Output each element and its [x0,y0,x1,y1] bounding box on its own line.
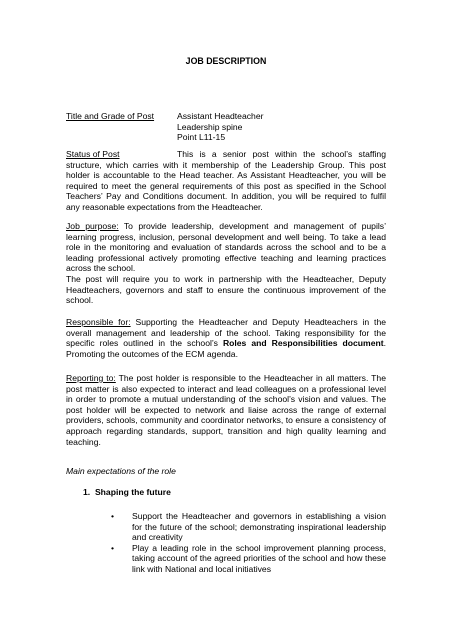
post-values [177,111,263,143]
reporting-text: The post holder is responsible to the Headteacher in all matters. The post matter is also expected to interact and lead colleagues on a professional level in order to promote a mutual understanding of the school’s vision and values. The post holder will be expected to network and liaise across the range of external providers, schools, community and coordinator networks, to ensure a consistency of approach regarding standards, support, transition and high quality learning and teaching. [66,373,386,447]
reporting-paragraph [66,373,386,447]
responsible-bold: Roles and Responsibilities document [222,338,384,349]
bullet-icon: • [111,511,115,521]
purpose-section [66,221,386,306]
responsible-paragraph [66,317,386,359]
purpose-paragraph [66,221,386,274]
section1-number: 1. [83,487,91,497]
list-item [111,511,386,543]
responsible-label: Responsible for: [66,317,131,327]
purpose-text-2: The post will require you to work in partnership with the Headteacher, Deputy Headteachers, governors and staff to ensure the continuous improvement of the school. [66,273,386,306]
responsible-text-b: . Promoting the outcomes of the ECM agenda. [66,338,386,359]
status-label: Status of Post [66,149,120,159]
section1-heading [83,487,171,498]
section1-title: Shaping the future [94,487,171,497]
reporting-section [66,373,386,447]
purpose-label: Job purpose: [66,221,119,231]
post-title: Assistant Headteacher [177,111,264,121]
post-title-grade [66,111,386,145]
status-text: This is a senior post within the school’s staffing structure, which carries with it membership of the Leadership Group. This post holder is accountable to the Head teacher. As Assistant Headteacher, you will be required to meet the general requirements of this post as specified in the School Teachers’ Pay and Conditions document. In addition, you will be required to fulfil any reasonable expectations from the Headteacher. [66,149,386,212]
responsible-section [66,317,386,359]
section1-bullets [111,511,386,575]
list-item [111,543,386,575]
post-point: Point L11-15 [177,132,226,143]
reporting-label: Reporting to: [66,373,116,383]
status-section [66,149,386,213]
purpose-text: To provide leadership, development and management of pupils’ learning progress, inclusion, personal development and well being. To take a lead role in the monitoring and evaluation of standards across the school and to be a leading professional actively promoting effective teaching and learning practices across the school. [66,221,386,274]
main-expectations: Main expectations of the role [66,466,176,476]
post-spine: Leadership spine [177,121,243,132]
bullet-icon: • [111,542,115,553]
bullet-text: Play a leading role in the school improvement planning process, taking account of the agreed priorities of the school and how these link with National and local initiatives [132,542,386,574]
bullet-text: Support the Headteacher and governors in establishing a vision for the future of the school; demonstrating inspirational leadership and creativity [132,511,386,543]
document-title: JOB DESCRIPTION [185,56,267,66]
responsible-text-a: Supporting the Headteacher and Deputy Headteachers in the overall management and leadership of the school. Taking responsibility for the specific roles outlined in the school’s [66,317,386,349]
post-label: Title and Grade of Post [66,111,155,121]
